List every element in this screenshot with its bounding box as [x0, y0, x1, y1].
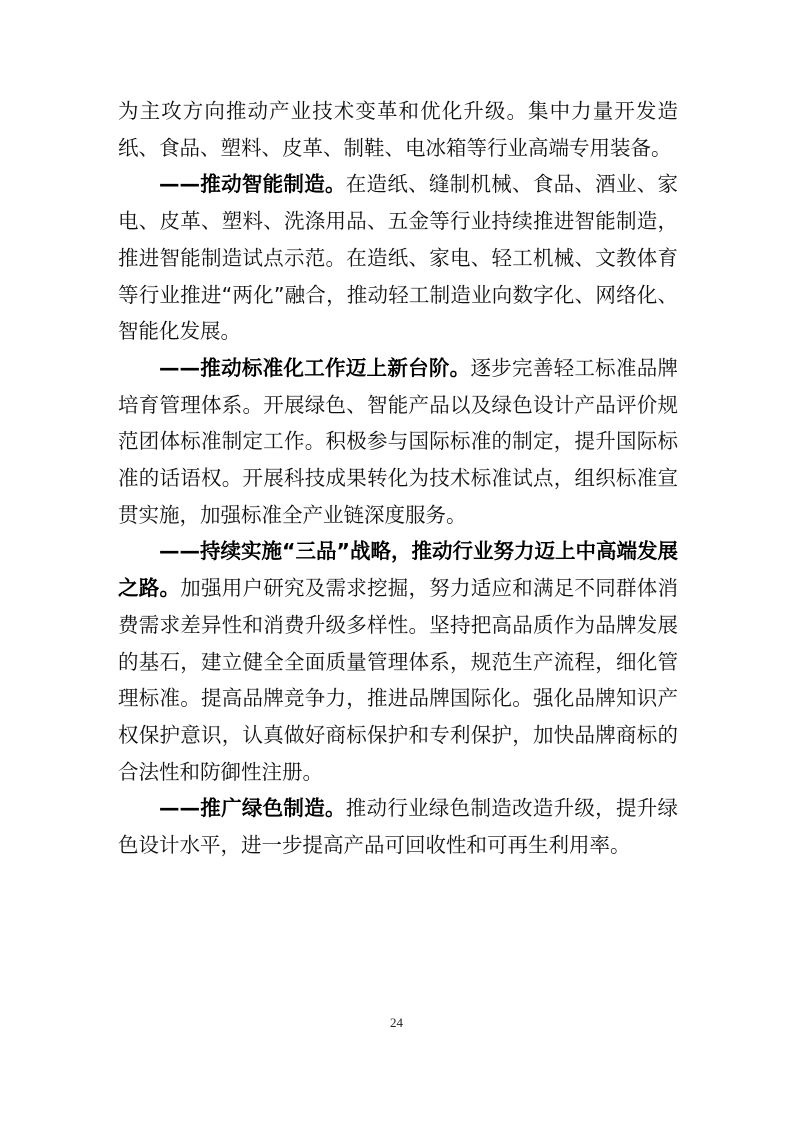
paragraph	[118, 790, 678, 863]
paragraph-text: 逐步完善轻工标准品牌培育管理体系。开展绿色、智能产品以及绿色设计产品评价规范团体标准制定工作。积极参与国际标准的制定，提升国际标准的话语权。开展科技成果转化为技术标准试点，组织标准宣贯实施，加强标准全产业链深度服务。	[118, 355, 679, 527]
page-number: 24	[390, 1015, 403, 1030]
paragraph-text: 推动行业绿色制造改造升级，提升绿色设计水平，进一步提高产品可回收性和可再生利用率。	[118, 796, 679, 858]
paragraph-text: 在造纸、缝制机械、食品、酒业、家电、皮革、塑料、洗涤用品、五金等行业持续推进智能制造，推进智能制造试点示范。在造纸、家电、轻工机械、文教体育等行业推进“两化”融合，推动轻工制造业向数字化、网络化、智能化发展。	[118, 172, 679, 344]
document-body	[118, 93, 678, 864]
paragraph	[118, 93, 678, 166]
paragraph-text: 加强用户研究及需求挖掘，努力适应和满足不同群体消费需求差异性和消费升级多样性。坚持把高品质作为品牌发展的基石，建立健全全面质量管理体系，规范生产流程，细化管理标准。提高品牌竞争力，推进品牌国际化。强化品牌知识产权保护意识，认真做好商标保护和专利保护，加快品牌商标的合法性和防御性注册。	[118, 576, 678, 784]
paragraph-lead: ——推广绿色制造。	[159, 796, 346, 821]
paragraph-lead: ——持续实施“三品”战略，推动行业努力迈上中高端发展之路。	[118, 539, 678, 601]
paragraph-lead: ——推动标准化工作迈上新台阶。	[159, 355, 471, 380]
paragraph-lead: ——推动智能制造。	[159, 172, 346, 197]
paragraph-text: 为主攻方向推动产业技术变革和优化升级。集中力量开发造纸、食品、塑料、皮革、制鞋、电冰箱等行业高端专用装备。	[118, 99, 678, 160]
paragraph	[118, 533, 678, 790]
paragraph	[118, 350, 678, 534]
paragraph	[118, 166, 678, 350]
